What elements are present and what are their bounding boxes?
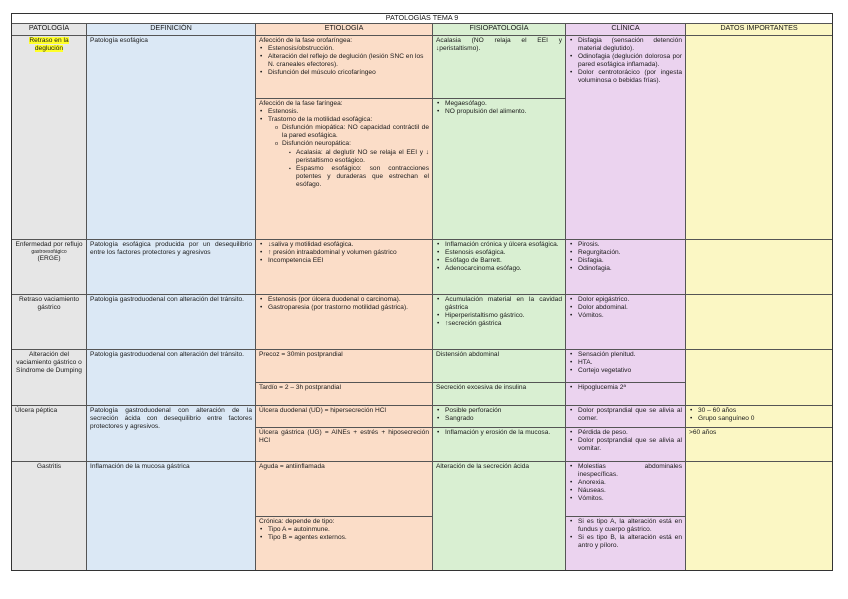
header-etiologia: ETIOLOGÍA <box>256 24 433 36</box>
row3-patologia: Retraso vaciamiento gástrico <box>12 295 87 350</box>
row5-datos-a: • 30 – 60 años • Grupo sanguíneo 0 <box>686 406 832 428</box>
row3-definicion: Patología gastroduodenal con alteración del tránsito. <box>87 295 256 350</box>
row2-definicion: Patología esofágica producida por un desequilibrio entre los factores protectores y agresivos <box>87 240 256 295</box>
row4-patologia: Alteración del vaciamiento gástrico o Síndrome de Dumping <box>12 350 87 406</box>
row1-clinica: • Disfagia (sensación detención material deglutido). • Odinofagia (deglución dolorosa por pared esofágica inflamada). • Dolor centrotorácico (por ingesta voluminosa o bebidas frías). <box>566 36 686 240</box>
row2-patologia: Enfermedad por reflujo gastroesofágico (ERGE) <box>12 240 87 295</box>
row2-fisiopatologia: • Inflamación crónica y úlcera esofágica. • Estenosis esofágica. • Esófago de Barrett. • Adenocarcinoma esófago. <box>433 240 566 295</box>
row2-etiologia: • ↓saliva y motilidad esofágica. • ↑ presión intraabdominal y volumen gástrico • Incompetencia EEI <box>256 240 433 295</box>
row1-etiologia-orofaringea: Afección de la fase orofaríngea: • Estenosis/obstrucción. • Alteración del reflejo de deglución (lesión SNC en los N. craneales efectores). • Disfunción del músculo cricofaríngeo <box>256 36 433 99</box>
row5-fisiopatologia-b: • Inflamación y erosión de la mucosa. <box>433 428 566 462</box>
row4-definicion: Patología gastroduodenal con alteración del tránsito. <box>87 350 256 406</box>
row4-fisiopatologia-b: Secreción excesiva de insulina <box>433 383 566 406</box>
row1-patologia: Retraso en la deglución <box>12 36 87 240</box>
row6-etiologia-cronica: Crónica: depende de tipo: • Tipo A = autoinmune. • Tipo B = agentes externos. <box>256 517 433 570</box>
header-definicion: DEFINICIÓN <box>87 24 256 36</box>
row6-datos <box>686 462 832 570</box>
row6-clinica-b: • Si es tipo A, la alteración está en fundus y cuerpo gástrico. • Si es tipo B, la alteración está en antro y píloro. <box>566 517 686 570</box>
row1-etiologia-faringea: Afección de la fase faríngea: • Estenosis. • Trastorno de la motilidad esofágica: o Disfunción miopática: NO capacidad contráctil de la pared esofágica. o Disfunción neuropática: ▪ Acalasia: al deglutir NO se relaja el EEI y ↓ peristaltismo esofágico. ▪ Espasmo esofágico: son contracciones potentes y duraderas que estrechan el esófago. <box>256 99 433 240</box>
table-title: PATOLOGÍAS TEMA 9 <box>12 14 832 24</box>
row1-fisiopatologia-a: Acalasia (NO relaja el EEI y ↓peristaltismo). <box>433 36 566 99</box>
row4-clinica-a: • Sensación plenitud. • HTA. • Cortejo vegetativo <box>566 350 686 383</box>
row2-datos <box>686 240 832 295</box>
row3-etiologia: • Estenosis (por úlcera duodenal o carcinoma). • Gastroparesia (por trastorno motilidad gástrica). <box>256 295 433 350</box>
row4-clinica-b: • Hipoglucemia 2ª <box>566 383 686 406</box>
pathology-table <box>11 13 833 571</box>
header-clinica: CLÍNICA <box>566 24 686 36</box>
row5-patologia: Úlcera péptica <box>12 406 87 462</box>
header-patologia: PATOLOGÍA <box>12 24 87 36</box>
row3-fisiopatologia: • Acumulación material en la cavidad gástrica • Hiperperistaltismo gástrico. • ↑secreción gástrica <box>433 295 566 350</box>
row4-datos <box>686 350 832 406</box>
row1-datos <box>686 36 832 240</box>
row5-datos-b: >60 años <box>686 428 832 462</box>
row6-fisiopatologia: Alteración de la secreción ácida <box>433 462 566 570</box>
row5-etiologia-ug: Úlcera gástrica (UG) = AINEs + estrés + hiposecreción HCl <box>256 428 433 462</box>
row6-patologia: Gastritis <box>12 462 87 570</box>
row5-clinica-b: • Pérdida de peso. • Dolor postprandial que se alivia al vomitar. <box>566 428 686 462</box>
row6-clinica-a: • Molestias abdominales inespecíficas. • Anorexia. • Náuseas. • Vómitos. <box>566 462 686 517</box>
row5-etiologia-ud: Úlcera duodenal (UD) = hipersecreción HCl <box>256 406 433 428</box>
row1-definicion: Patología esofágica <box>87 36 256 240</box>
row6-definicion: Inflamación de la mucosa gástrica <box>87 462 256 570</box>
header-datos-importantes: DATOS IMPORTANTES <box>686 24 832 36</box>
row4-fisiopatologia-a: Distensión abdominal <box>433 350 566 383</box>
row5-fisiopatologia-a: • Posible perforación • Sangrado <box>433 406 566 428</box>
header-fisiopatologia: FISIOPATOLOGÍA <box>433 24 566 36</box>
row4-etiologia-tardio: Tardío = 2 – 3h postprandial <box>256 383 433 406</box>
row5-definicion: Patología gastroduodenal con alteración de la secreción ácida con desequilibrio entre factores protectores y agresivos. <box>87 406 256 462</box>
row3-clinica: • Dolor epigástrico. • Dolor abdominal. • Vómitos. <box>566 295 686 350</box>
row5-clinica-a: • Dolor postprandial que se alivia al comer. <box>566 406 686 428</box>
row3-datos <box>686 295 832 350</box>
row6-etiologia-aguda: Aguda = antiinflamada <box>256 462 433 517</box>
row1-fisiopatologia-b: • Megaesófago. • NO propulsión del alimento. <box>433 99 566 240</box>
row2-clinica: • Pirosis. • Regurgitación. • Disfagia. • Odinofagia. <box>566 240 686 295</box>
row4-etiologia-precoz: Precoz = 30min postprandial <box>256 350 433 383</box>
